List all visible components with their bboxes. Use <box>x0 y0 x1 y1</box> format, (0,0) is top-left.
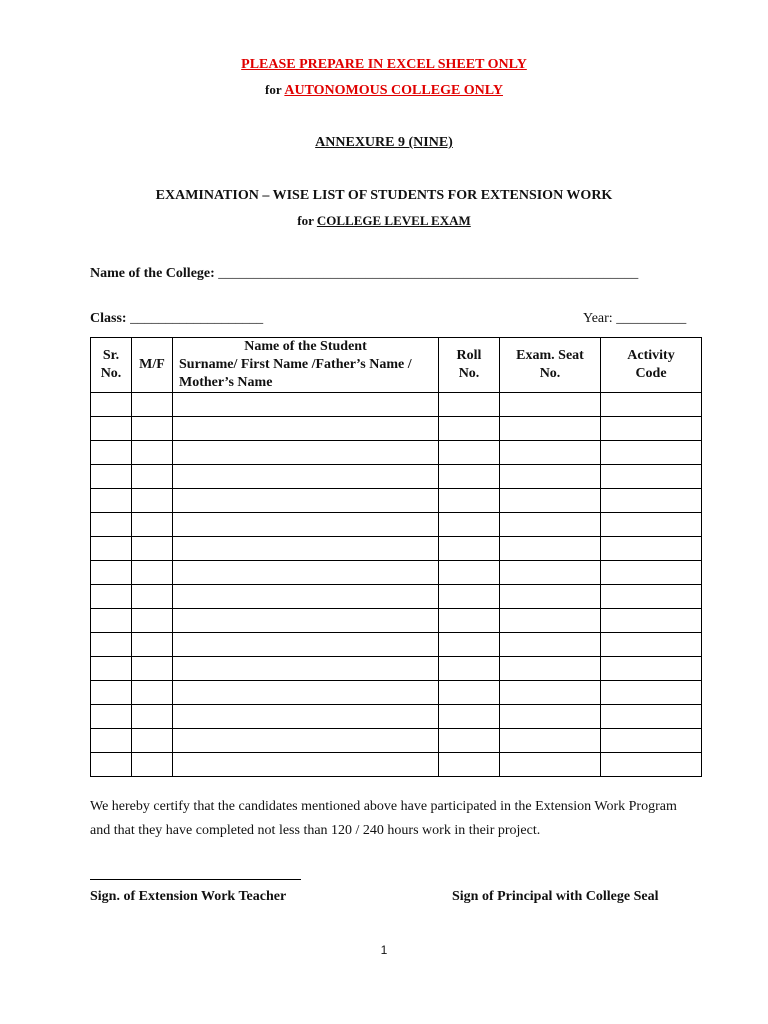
annexure-heading <box>0 135 768 151</box>
year-field <box>583 311 686 327</box>
exam-seat-cell[interactable] <box>500 705 601 729</box>
sr-no-cell[interactable] <box>91 561 132 585</box>
roll-no-cell[interactable] <box>439 489 500 513</box>
student-name-cell[interactable] <box>173 561 439 585</box>
header-sr-line2: No. <box>100 366 122 381</box>
roll-no-cell[interactable] <box>439 609 500 633</box>
header-sr-line1: Sr. <box>102 348 120 363</box>
roll-no-cell[interactable] <box>439 753 500 777</box>
student-name-cell[interactable] <box>173 417 439 441</box>
teacher-signature-line <box>90 879 301 880</box>
for-prefix: for <box>265 82 282 97</box>
table-row <box>91 417 702 441</box>
table-row <box>91 729 702 753</box>
student-name-cell[interactable] <box>173 537 439 561</box>
table-row <box>91 561 702 585</box>
sr-no-cell[interactable] <box>91 417 132 441</box>
exam-seat-cell[interactable] <box>500 537 601 561</box>
activity-code-cell[interactable] <box>601 417 702 441</box>
page-number: 1 <box>380 943 388 957</box>
activity-code-cell[interactable] <box>601 513 702 537</box>
teacher-signature-label: Sign. of Extension Work Teacher <box>90 889 287 904</box>
table-row <box>91 681 702 705</box>
annexure-text: ANNEXURE 9 (NINE) <box>315 135 453 150</box>
roll-no-cell[interactable] <box>439 417 500 441</box>
exam-seat-cell[interactable] <box>500 609 601 633</box>
student-name-cell[interactable] <box>173 441 439 465</box>
student-name-cell[interactable] <box>173 681 439 705</box>
exam-seat-cell[interactable] <box>500 633 601 657</box>
class-label: Class: <box>90 311 127 326</box>
sr-no-cell[interactable] <box>91 753 132 777</box>
mf-cell[interactable] <box>132 393 173 417</box>
sr-no-cell[interactable] <box>91 441 132 465</box>
activity-code-cell[interactable] <box>601 729 702 753</box>
header-activity-line2: Code <box>635 366 667 381</box>
student-name-cell[interactable] <box>173 705 439 729</box>
activity-code-cell[interactable] <box>601 609 702 633</box>
activity-code-cell[interactable] <box>601 465 702 489</box>
exam-seat-cell[interactable] <box>500 393 601 417</box>
class-blank[interactable]: ___________________ <box>130 311 264 326</box>
student-name-cell[interactable] <box>173 729 439 753</box>
sr-no-cell[interactable] <box>91 705 132 729</box>
activity-code-cell[interactable] <box>601 681 702 705</box>
activity-code-cell[interactable] <box>601 441 702 465</box>
table-row <box>91 465 702 489</box>
sr-no-cell[interactable] <box>91 537 132 561</box>
roll-no-cell[interactable] <box>439 633 500 657</box>
mf-cell[interactable] <box>132 513 173 537</box>
mf-cell[interactable] <box>132 657 173 681</box>
student-name-cell[interactable] <box>173 513 439 537</box>
table-row <box>91 393 702 417</box>
exam-seat-cell[interactable] <box>500 585 601 609</box>
roll-no-cell[interactable] <box>439 441 500 465</box>
table-row <box>91 585 702 609</box>
mf-cell[interactable] <box>132 561 173 585</box>
student-name-cell[interactable] <box>173 585 439 609</box>
year-blank[interactable]: __________ <box>616 311 687 326</box>
student-name-cell[interactable] <box>173 393 439 417</box>
table-body <box>91 393 702 777</box>
header-roll-no <box>439 338 500 393</box>
header-roll-line1: Roll <box>456 348 482 363</box>
table-row <box>91 633 702 657</box>
header-activity-code <box>601 338 702 393</box>
roll-no-cell[interactable] <box>439 537 500 561</box>
college-level-exam-text: COLLEGE LEVEL EXAM <box>316 213 471 228</box>
exam-level-line <box>0 213 768 229</box>
sr-no-cell[interactable] <box>91 681 132 705</box>
roll-no-cell[interactable] <box>439 585 500 609</box>
header-roll-line2: No. <box>458 366 480 381</box>
college-name-label: Name of the College: <box>90 266 215 281</box>
roll-no-cell[interactable] <box>439 513 500 537</box>
roll-no-cell[interactable] <box>439 465 500 489</box>
table-row <box>91 753 702 777</box>
roll-no-cell[interactable] <box>439 729 500 753</box>
table-row <box>91 537 702 561</box>
student-name-cell[interactable] <box>173 609 439 633</box>
instruction-text: PLEASE PREPARE IN EXCEL SHEET ONLY <box>241 57 527 72</box>
activity-code-cell[interactable] <box>601 657 702 681</box>
excel-instruction <box>0 57 768 73</box>
for-autonomous-line <box>0 82 768 99</box>
table-row <box>91 441 702 465</box>
roll-no-cell[interactable] <box>439 681 500 705</box>
exam-seat-cell[interactable] <box>500 561 601 585</box>
table-row <box>91 513 702 537</box>
college-name-blank[interactable]: ____________________________________________________________ <box>218 266 639 281</box>
exam-seat-cell[interactable] <box>500 417 601 441</box>
exam-seat-cell[interactable] <box>500 753 601 777</box>
header-name-line3: Mother’s Name <box>179 375 273 390</box>
mf-cell[interactable] <box>132 441 173 465</box>
exam-seat-cell[interactable] <box>500 489 601 513</box>
exam-seat-cell[interactable] <box>500 657 601 681</box>
header-sr-no <box>91 338 132 393</box>
mf-cell[interactable] <box>132 417 173 441</box>
sr-no-cell[interactable] <box>91 729 132 753</box>
mf-cell[interactable] <box>132 609 173 633</box>
student-name-cell[interactable] <box>173 489 439 513</box>
exam-seat-cell[interactable] <box>500 441 601 465</box>
activity-code-cell[interactable] <box>601 585 702 609</box>
principal-signature-label: Sign of Principal with College Seal <box>452 889 659 904</box>
mf-cell[interactable] <box>132 489 173 513</box>
sr-no-cell[interactable] <box>91 393 132 417</box>
activity-code-cell[interactable] <box>601 705 702 729</box>
activity-code-cell[interactable] <box>601 393 702 417</box>
sr-no-cell[interactable] <box>91 465 132 489</box>
mf-cell[interactable] <box>132 465 173 489</box>
subtitle-prefix: for <box>297 213 314 228</box>
header-exam-seat-no <box>500 338 601 393</box>
class-field <box>90 311 263 327</box>
table-row <box>91 657 702 681</box>
table-header-row <box>91 338 702 393</box>
mf-cell[interactable] <box>132 537 173 561</box>
roll-no-cell[interactable] <box>439 393 500 417</box>
header-name-line2: Surname/ First Name /Father’s Name / <box>179 357 412 372</box>
activity-code-cell[interactable] <box>601 489 702 513</box>
mf-cell[interactable] <box>132 633 173 657</box>
autonomous-college-text: AUTONOMOUS COLLEGE ONLY <box>284 83 503 98</box>
student-name-cell[interactable] <box>173 465 439 489</box>
exam-seat-cell[interactable] <box>500 681 601 705</box>
mf-cell[interactable] <box>132 705 173 729</box>
activity-code-cell[interactable] <box>601 561 702 585</box>
year-label: Year: <box>583 311 613 326</box>
student-name-cell[interactable] <box>173 657 439 681</box>
student-name-cell[interactable] <box>173 753 439 777</box>
sr-no-cell[interactable] <box>91 633 132 657</box>
roll-no-cell[interactable] <box>439 561 500 585</box>
mf-cell[interactable] <box>132 729 173 753</box>
roll-no-cell[interactable] <box>439 705 500 729</box>
student-name-cell[interactable] <box>173 633 439 657</box>
header-seat-line1: Exam. Seat <box>516 348 584 363</box>
roll-no-cell[interactable] <box>439 657 500 681</box>
document-title: EXAMINATION – WISE LIST OF STUDENTS FOR EXTENSION WORK <box>155 188 613 203</box>
sr-no-cell[interactable] <box>91 489 132 513</box>
sr-no-cell[interactable] <box>91 585 132 609</box>
activity-code-cell[interactable] <box>601 537 702 561</box>
activity-code-cell[interactable] <box>601 753 702 777</box>
header-name-line1: Name of the Student <box>244 339 367 354</box>
mf-cell[interactable] <box>132 753 173 777</box>
table-row <box>91 705 702 729</box>
sr-no-cell[interactable] <box>91 609 132 633</box>
college-name-field <box>90 266 638 282</box>
exam-seat-cell[interactable] <box>500 465 601 489</box>
exam-seat-cell[interactable] <box>500 513 601 537</box>
mf-cell[interactable] <box>132 681 173 705</box>
header-activity-line1: Activity <box>627 348 675 363</box>
header-mf: M/F <box>132 338 173 393</box>
exam-seat-cell[interactable] <box>500 729 601 753</box>
sr-no-cell[interactable] <box>91 657 132 681</box>
sr-no-cell[interactable] <box>91 513 132 537</box>
student-list-table <box>90 337 702 777</box>
header-seat-line2: No. <box>539 366 561 381</box>
certification-statement: We hereby certify that the candidates mentioned above have participated in the Extension Work Program and that they have completed not less than 120 / 240 hours work in their project. <box>90 799 677 838</box>
table-row <box>91 609 702 633</box>
mf-cell[interactable] <box>132 585 173 609</box>
table-row <box>91 489 702 513</box>
activity-code-cell[interactable] <box>601 633 702 657</box>
header-student-name <box>173 338 439 393</box>
